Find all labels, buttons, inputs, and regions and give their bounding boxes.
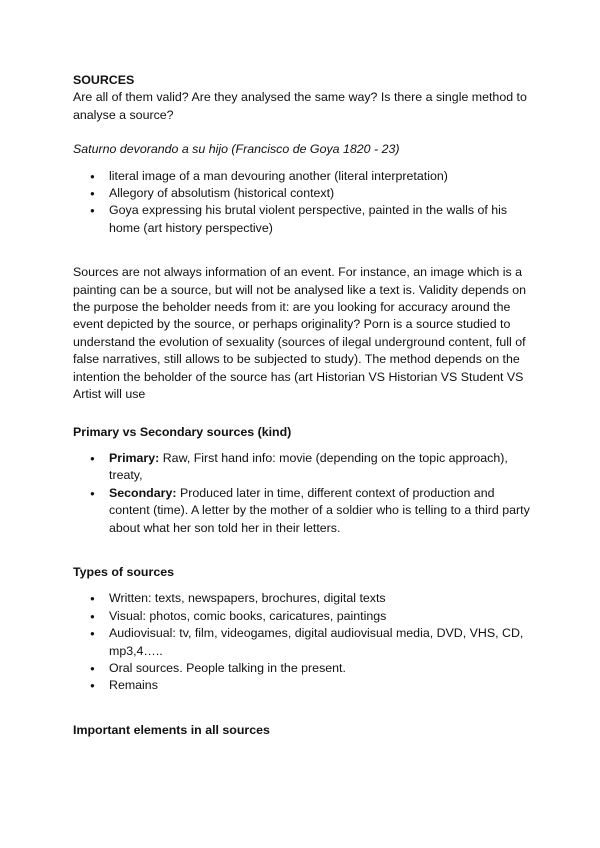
kinds-list xyxy=(73,450,533,537)
list-item: ● literal image of a man devouring another (literal interpretation) xyxy=(73,168,533,185)
secondary-label: Secondary: xyxy=(109,485,177,500)
list-item: ● Visual: photos, comic books, caricatures, paintings xyxy=(73,608,533,625)
interpretations-list xyxy=(73,168,533,238)
sources-paragraph: Sources are not always information of an event. For instance, an image which is a painting can be a source, but will not be analysed like a text is. Validity depends on the purpose the beholder needs from it: are you looking for accuracy around the event depicted by the source, or perhaps originality? Porn is a source studied to understand the evolution of sexuality (sources of ilegal underground content, full of false narratives, still allows to be subjected to study). The method depends on the intention the beholder of the source has (art Historian VS Historian VS Student VS Artist will use xyxy=(73,265,526,402)
list-item: ● Audiovisual: tv, film, videogames, digital audiovisual media, DVD, VHS, CD, mp3,4….. xyxy=(73,625,533,660)
sources-heading: SOURCES xyxy=(73,73,135,87)
list-item: ● Allegory of absolutism (historical context) xyxy=(73,185,533,202)
primary-item xyxy=(73,450,533,485)
elements-heading: Important elements in all sources xyxy=(73,722,270,737)
secondary-item xyxy=(73,485,533,537)
list-item: ● Written: texts, newspapers, brochures, digital texts xyxy=(73,590,533,607)
secondary-text: Produced later in time, different context of production and content (time). A letter by the mother of a soldier who is telling to a third party about what her son told her in their letters. xyxy=(109,485,530,535)
list-item: ● Goya expressing his brutal violent perspective, painted in the walls of his home (art history perspective) xyxy=(73,202,533,237)
primary-raw: Raw, xyxy=(162,450,191,465)
primary-label: Primary: xyxy=(109,450,160,465)
primary-text: First hand info: movie (depending on the topic approach), treaty, xyxy=(109,450,508,483)
kinds-heading: Primary vs Secondary sources (kind) xyxy=(73,424,292,439)
sources-questions: Are all of them valid? Are they analysed the same way? Is there a single method to analyse a source? xyxy=(73,90,527,122)
types-heading: Types of sources xyxy=(73,564,174,579)
artwork-title: Saturno devorando a su hijo (Francisco de Goya 1820 - 23) xyxy=(73,142,400,157)
list-item: ● Remains xyxy=(73,677,533,694)
types-list xyxy=(73,590,533,694)
document-page xyxy=(73,72,533,739)
list-item: ● Oral sources. People talking in the present. xyxy=(73,660,533,677)
